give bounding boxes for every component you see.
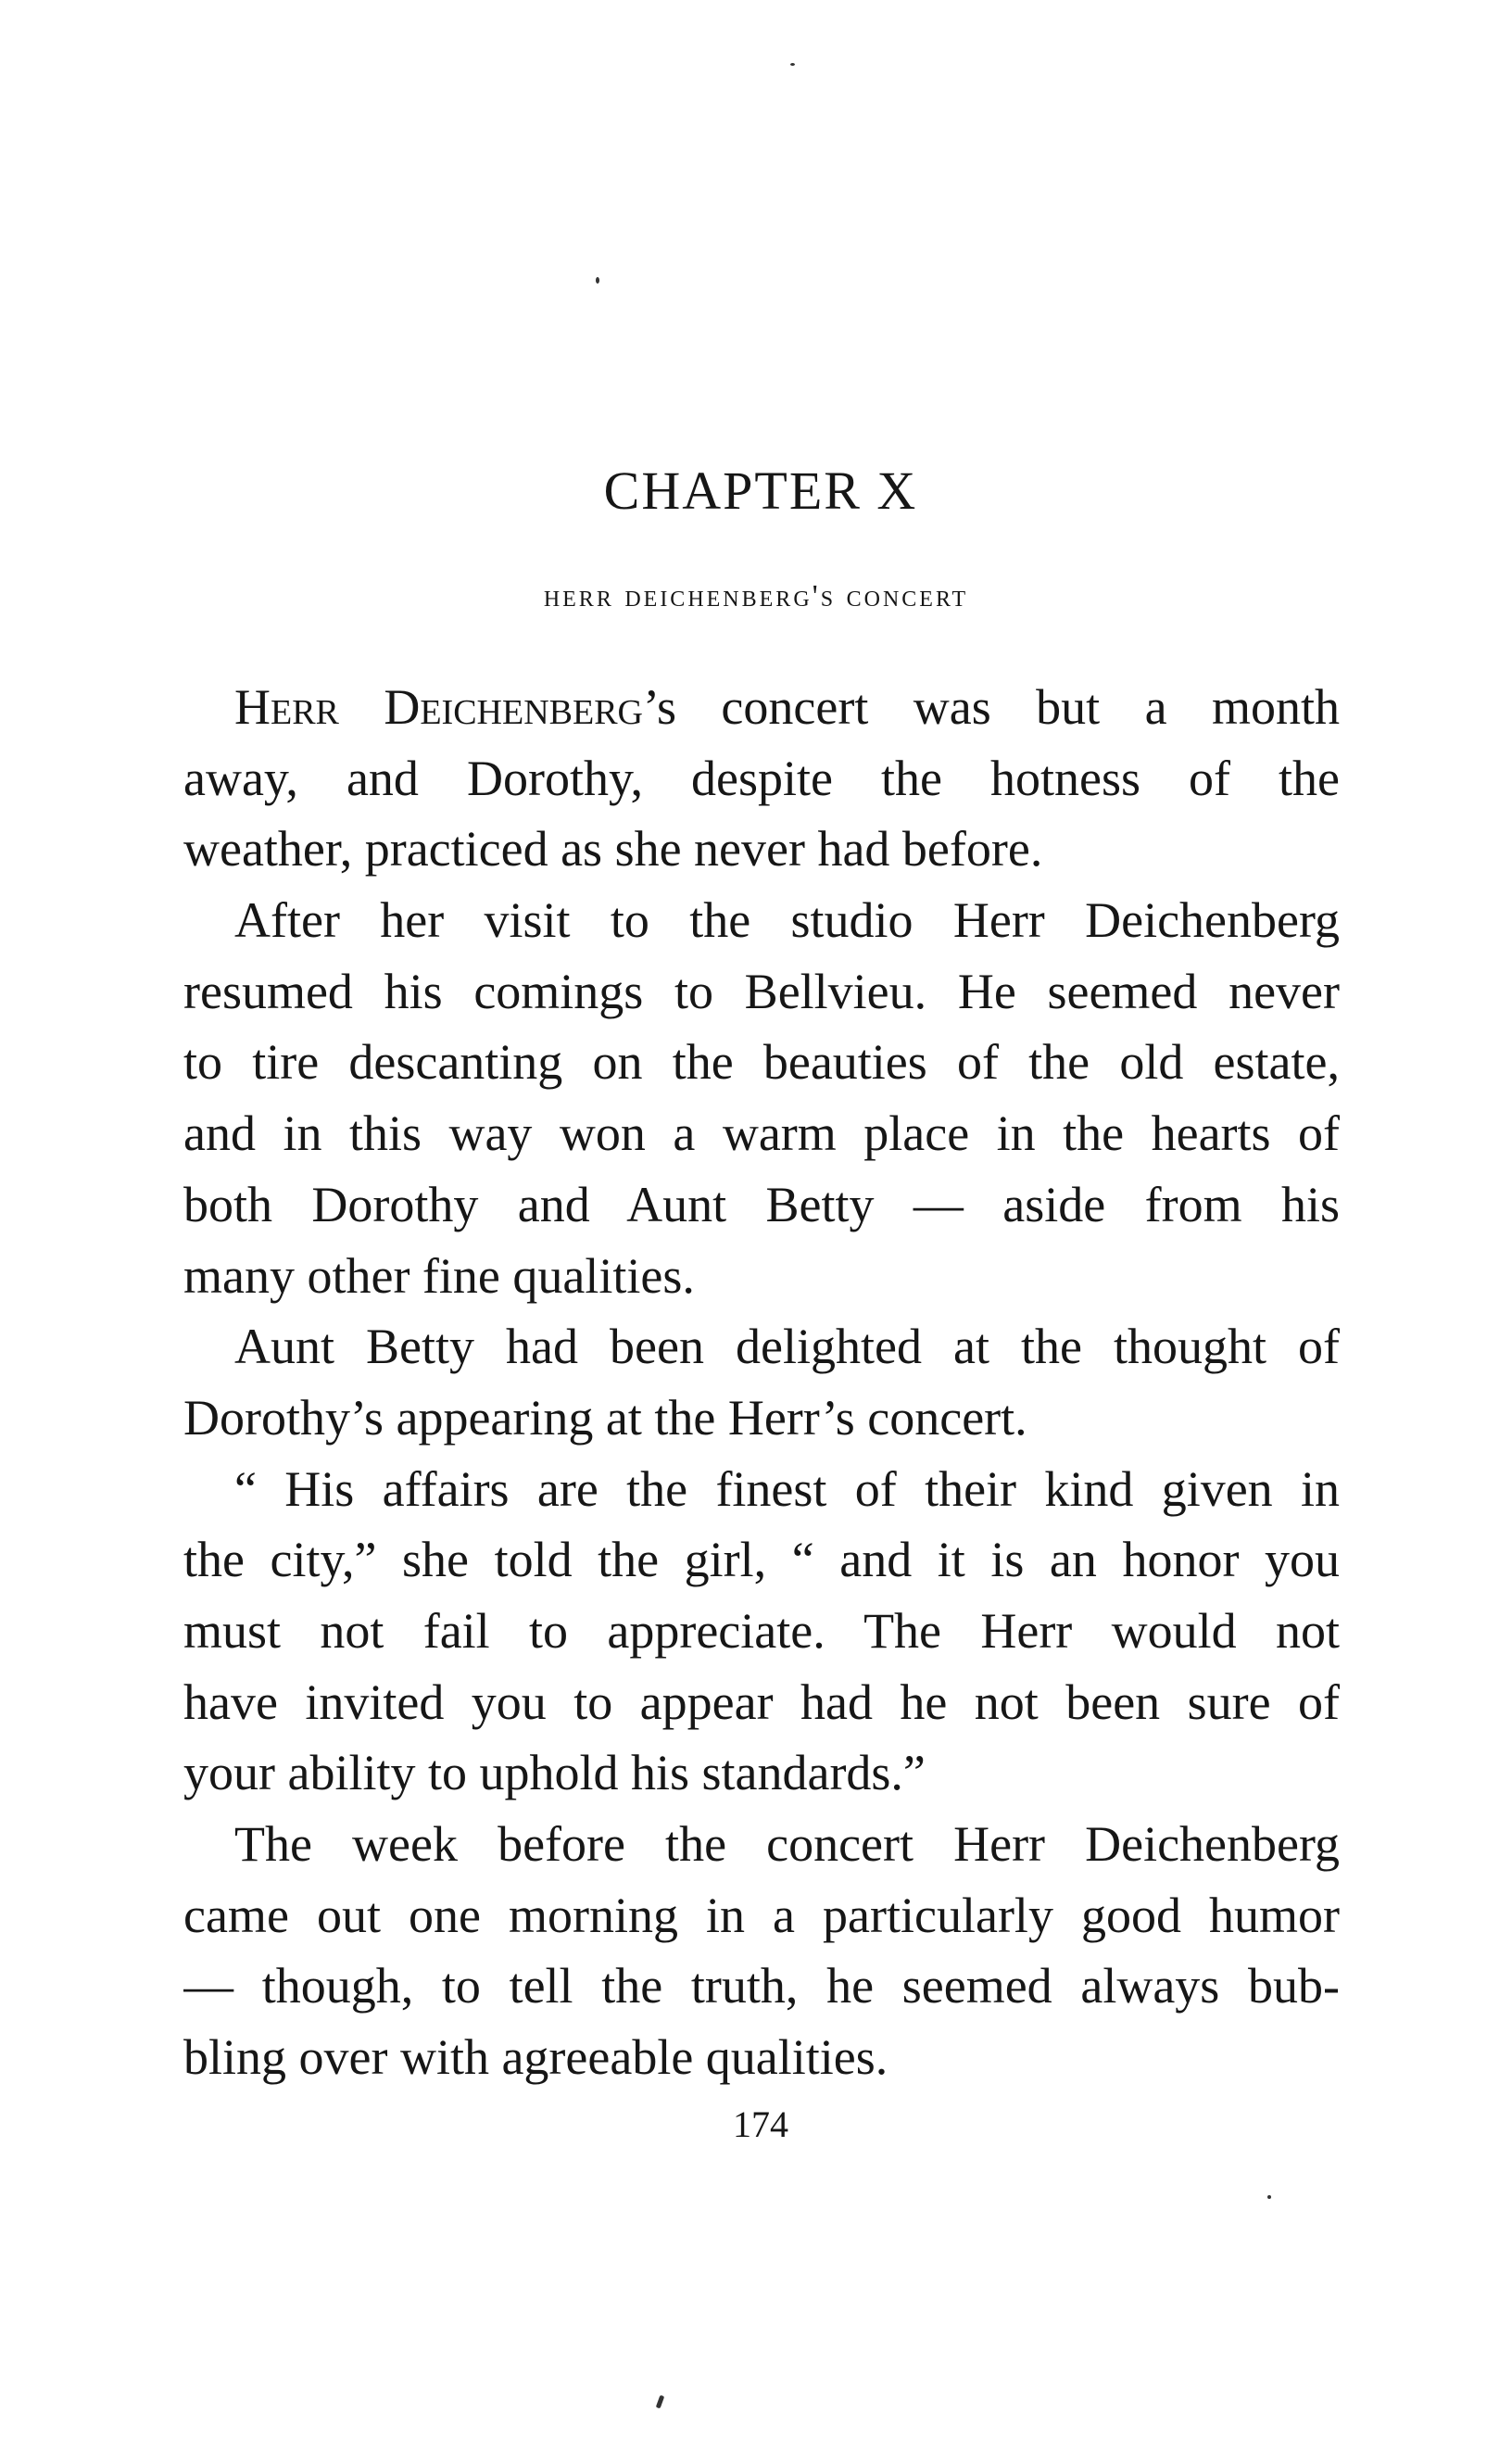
text-line: and in this way won a warm place in the hearts of — [183, 1105, 1340, 1162]
text-line: have invited you to appear had he not been sure of — [183, 1673, 1340, 1730]
text-line: The week before the concert Herr Deichenberg — [234, 1816, 1340, 1872]
text-line: came out one morning in a particularly good humor — [183, 1887, 1340, 1943]
text-line: the city,” she told the girl, “ and it is an honor you — [183, 1532, 1340, 1588]
text-line: to tire descanting on the beauties of the old estate, — [183, 1034, 1340, 1091]
chapter-body — [183, 672, 1340, 2093]
text-line: — though, to tell the truth, he seemed always bub- — [183, 1958, 1340, 2014]
ink-speck — [1267, 2195, 1271, 2199]
page-number: 174 — [733, 2103, 788, 2145]
text-line: After her visit to the studio Herr Deichenberg — [234, 892, 1340, 949]
chapter-number: CHAPTER X — [603, 461, 918, 521]
chapter-title: herr deichenberg's concert — [543, 579, 969, 613]
text-line: your ability to uphold his standards.” — [183, 1745, 926, 1801]
opening-words: Herr Deichenberg — [234, 679, 643, 735]
text-line: resumed his comings to Bellvieu. He seemed never — [183, 963, 1340, 1019]
ink-speck — [596, 277, 599, 284]
ink-speck — [790, 63, 795, 66]
text-line: must not fail to appreciate. The Herr would not — [183, 1602, 1340, 1659]
text-line: “ His affairs are the finest of their kind given in — [234, 1460, 1340, 1517]
text-line: away, and Dorothy, despite the hotness of the — [183, 750, 1340, 806]
text-line: Aunt Betty had been delighted at the thought of — [234, 1319, 1340, 1375]
text-line: both Dorothy and Aunt Betty — aside from his — [183, 1176, 1340, 1232]
text-line: weather, practiced as she never had before. — [183, 821, 1043, 878]
ink-speck — [656, 2395, 664, 2409]
text-line — [183, 672, 1340, 743]
text-line: bling over with agreeable qualities. — [183, 2029, 888, 2086]
text-line: Dorothy’s appearing at the Herr’s concert. — [183, 1389, 1027, 1446]
opening-line-rest: ’s concert was but a month — [642, 679, 1340, 735]
text-line: many other fine qualities. — [183, 1247, 695, 1304]
